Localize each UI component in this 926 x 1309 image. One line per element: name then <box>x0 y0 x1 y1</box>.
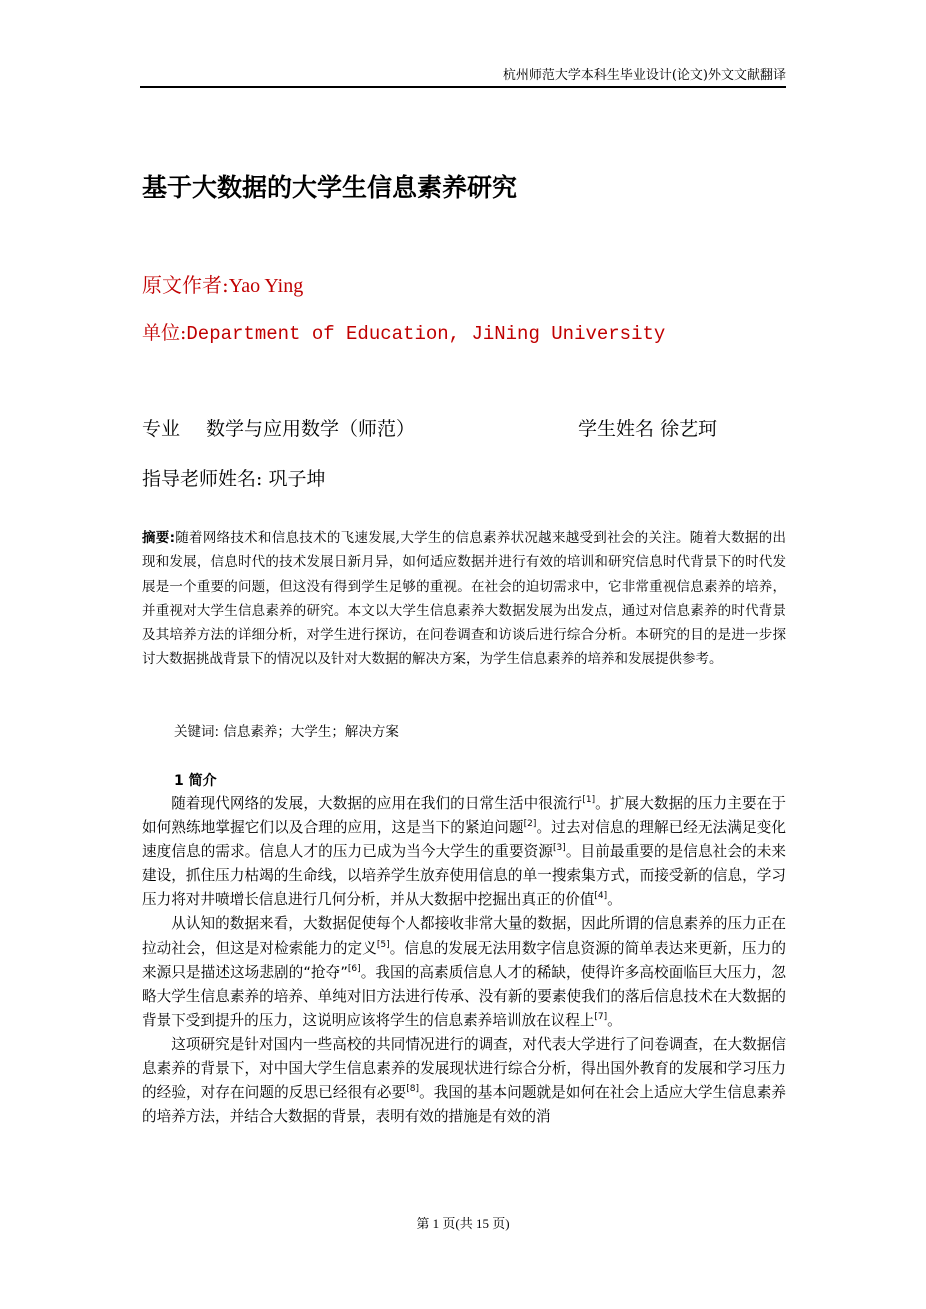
advisor-value: 巩子坤 <box>268 468 326 490</box>
advisor-line <box>142 464 325 491</box>
citation: [1] <box>582 795 596 805</box>
unit-label: 单位: <box>142 322 187 344</box>
unit-value: Department of Education, JiNing University <box>186 323 666 345</box>
citation: [6] <box>347 963 361 974</box>
paragraph: 这项研究是针对国内一些高校的共同情况进行的调查，对代表大学进行了问卷调查，在大数据信息素养的背景下，对中国大学生信息素养的发展现状进行综合分析，得出国外教育的发展和学习压力的经验，对存在问题的反思已经很有必要[8]。我国的基本问题就是如何在社会上适应大学生信息素养的培养方法，并结合大数据的背景，表明有效的措施是有效的消 <box>142 1035 786 1126</box>
author-label: 原文作者: <box>142 273 229 297</box>
unit-line <box>142 318 665 345</box>
page-header: 杭州师范大学本科生毕业设计(论文)外文文献翻译 <box>502 68 786 83</box>
student-line <box>578 414 717 441</box>
abstract-label: 摘要: <box>142 530 175 546</box>
keywords-label: 关键词: <box>174 724 220 740</box>
citation: [5] <box>376 939 390 950</box>
paragraph: 随着现代网络的发展，大数据的应用在我们的日常生活中很流行[1]。扩展大数据的压力主要在于如何熟练地掌握它们以及合理的应用，这是当下的紧迫问题[2]。过去对信息的理解已经无法满足变化速度信息的需求。信息人才的压力已成为当今大学生的重要资源[3]。目前最重要的是信息社会的未来建设，抓住压力枯竭的生命线，以培养学生放弃使用信息的单一搜索集方式，而接受新的信息，学习压力将对井喷增长信息进行几何分析，并从大数据中挖掘出真正的价值[4]。 <box>142 795 786 909</box>
author-line <box>142 269 303 298</box>
keywords-line <box>174 720 399 740</box>
document-title: 基于大数据的大学生信息素养研究 <box>142 173 518 202</box>
citation: [7] <box>594 1011 608 1022</box>
header-rule <box>140 86 786 88</box>
page-footer: 第 1 页(共 15 页) <box>416 1216 510 1231</box>
major-value: 数学与应用数学（师范） <box>206 418 416 440</box>
citation: [4] <box>594 891 608 902</box>
keywords-value: 信息素养；大学生；解决方案 <box>223 724 399 740</box>
abstract <box>142 526 786 672</box>
advisor-label: 指导老师姓名: <box>142 468 263 490</box>
section-body <box>142 792 786 1129</box>
author-name: Yao Ying <box>228 275 304 297</box>
student-value: 徐艺珂 <box>660 418 718 440</box>
citation: [8] <box>406 1084 419 1095</box>
major-label: 专业 <box>142 418 181 440</box>
paragraph: 从认知的数据来看，大数据促使每个人都接收非常大量的数据，因此所谓的信息素养的压力正在拉动社会，但这是对检索能力的定义[5]。信息的发展无法用数字信息资源的简单表达来更新，压力的来源只是描述这场悲剧的“抢夺”[6]。我国的高素质信息人才的稀缺，使得许多高校面临巨大压力，忽略大学生信息素养的培养、单纯对旧方法进行传承、没有新的要素使我们的落后信息技术在大数据的背景下受到提升的压力，这说明应该将学生的信息素养培训放在议程上[7]。 <box>142 915 786 1029</box>
abstract-text: 随着网络技术和信息技术的飞速发展,大学生的信息素养状况越来越受到社会的关注。随着大数据的出现和发展，信息时代的技术发展日新月异，如何适应数据并进行有效的培训和研究信息时代背景下的时代发展是一个重要的问题，但这没有得到学生足够的重视。在社会的迫切需求中，它非常重视信息素养的培养，并重视对大学生信息素养的研究。本文以大学生信息素养大数据发展为出发点，通过对信息素养的时代背景及其培养方法的详细分析，对学生进行探访，在问卷调查和访谈后进行综合分析。本研究的目的是进一步探讨大数据挑战背景下的情况以及针对大数据的解决方案，为学生信息素养的培养和发展提供参考。 <box>142 530 786 668</box>
section-heading: 1 简介 <box>174 773 217 789</box>
citation: [3] <box>553 843 566 854</box>
citation: [2] <box>523 819 537 830</box>
major-line <box>142 414 415 441</box>
student-label: 学生姓名 <box>578 418 655 440</box>
